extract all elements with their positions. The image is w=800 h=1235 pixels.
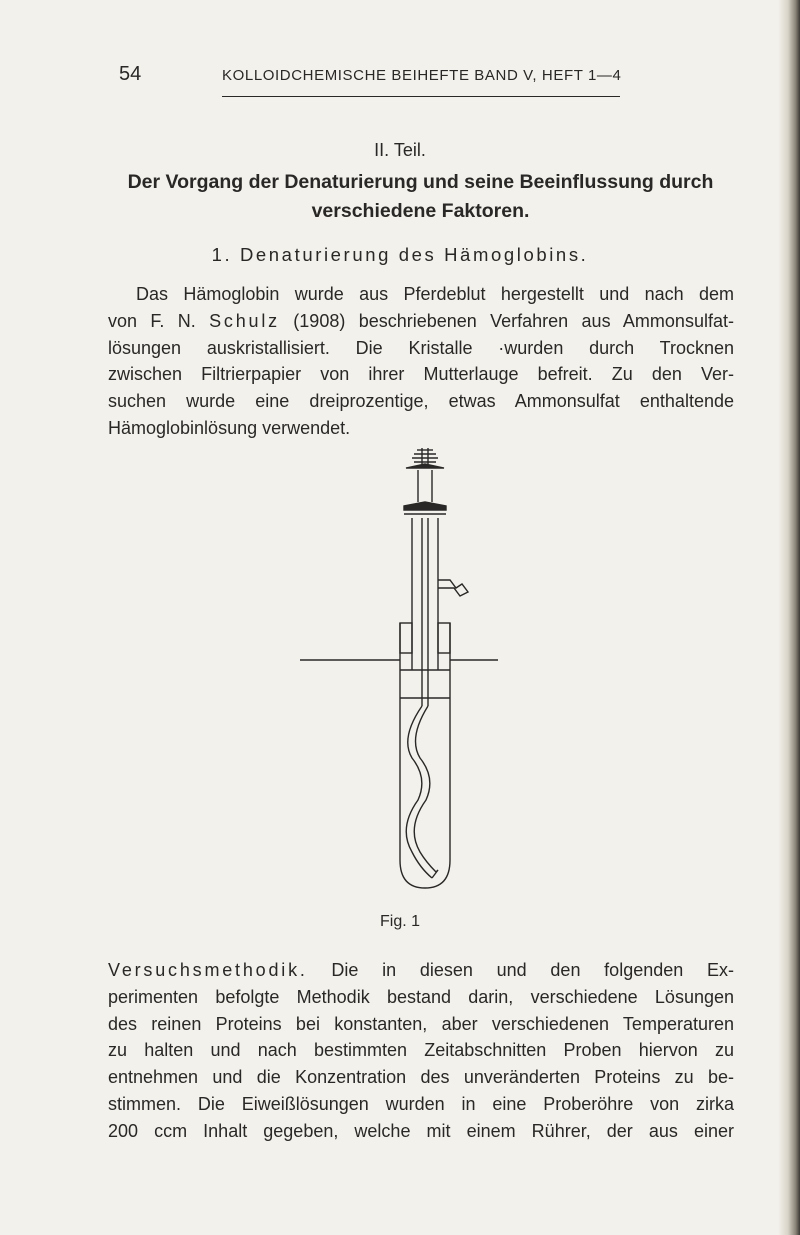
- side-tube-icon: [438, 580, 468, 596]
- page-number: 54: [119, 63, 142, 85]
- paragraph-1-line-3: lösungen auskristallisiert. Die Kristalle ·wurden durch Trocknen: [108, 337, 734, 358]
- section-title-line-2: verschiedene Faktoren.: [311, 200, 530, 222]
- section-title-line-1: Der Vorgang der Denaturierung und seine Beeinflussung durch: [127, 171, 714, 193]
- figure-apparatus: [300, 448, 500, 908]
- citation-author: Schulz: [209, 310, 280, 331]
- paragraph-1: [108, 281, 734, 442]
- paragraph-2-line-7: 200 ccm Inhalt gegeben, welche mit einem Rührer, der aus einer: [108, 1120, 734, 1141]
- section-title: [108, 168, 733, 226]
- paragraph-1-line-1: Das Hämoglobin wurde aus Pferdeblut hergestellt und nach dem: [136, 284, 734, 304]
- methodology-heading: Versuchsmethodik.: [108, 960, 308, 980]
- figure-caption: Fig. 1: [379, 913, 420, 930]
- paragraph-2-line-5: entnehmen und die Konzentration des unveränderten Proteins zu be-: [108, 1067, 734, 1088]
- paragraph-1-line-2-rest: beschriebenen Verfahren aus Ammonsulfat-: [358, 310, 734, 331]
- paragraph-2-line-1-rest: Die in diesen und den folgenden Ex-: [331, 960, 734, 980]
- paragraph-2-line-2: perimenten befolgte Methodik bestand darin, verschiedene Lösungen: [108, 986, 734, 1007]
- paragraph-2-line-4: zu halten und nach bestimmten Zeitabschnitten Proben hiervon zu: [108, 1040, 734, 1061]
- header-rule: [222, 96, 620, 97]
- sub-heading: 1. Denaturierung des Hämoglobins.: [211, 244, 589, 265]
- paragraph-1-line-4: zwischen Filtrierpapier von ihrer Mutterlauge befreit. Zu den Ver-: [108, 364, 734, 385]
- paragraph-2-line-1: [108, 957, 734, 984]
- stirrer-top-icon: [406, 448, 444, 468]
- citation-prefix: von F. N.: [108, 310, 196, 331]
- page-edge-shadow: [778, 0, 800, 1235]
- paragraph-1-line-6: Hämoglobinlösung verwendet.: [108, 417, 351, 438]
- citation-year: (1908): [293, 310, 346, 331]
- paragraph-2: [108, 957, 734, 1145]
- paragraph-2-line-3: des reinen Proteins bei konstanten, aber verschiedenen Temperaturen: [108, 1013, 734, 1034]
- paragraph-1-line-5: suchen wurde eine dreiprozentige, etwas Ammonsulfat enthaltende: [108, 391, 734, 412]
- part-title: II. Teil.: [374, 140, 426, 160]
- running-head: KOLLOIDCHEMISCHE BEIHEFTE BAND V, HEFT 1—4: [222, 67, 622, 84]
- apparatus-drawing: [300, 448, 500, 908]
- paragraph-1-line-2: [108, 308, 734, 335]
- paragraph-2-line-6: stimmen. Die Eiweißlösungen wurden in eine Proberöhre von zirka: [108, 1093, 734, 1114]
- stirrer-blade-icon: [406, 706, 438, 878]
